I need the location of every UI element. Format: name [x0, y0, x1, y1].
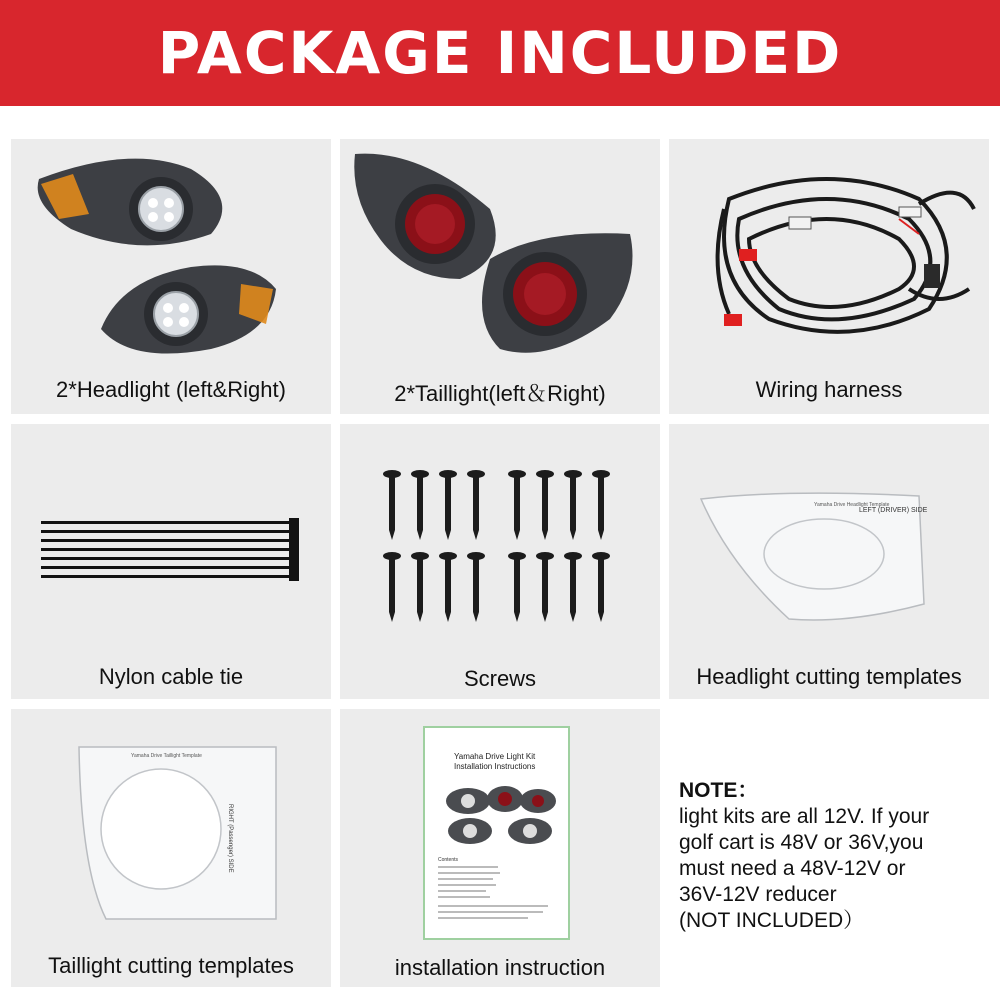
- item-caption: Headlight cutting templates: [696, 664, 962, 689]
- taillight-template-icon: [11, 709, 331, 987]
- item-installation-instruction: [340, 709, 660, 987]
- item-cable-ties: [11, 424, 331, 699]
- note-line: light kits are all 12V. If your: [679, 805, 930, 828]
- note-block: [679, 778, 989, 934]
- item-screws: [340, 424, 660, 699]
- note-line: 36V-12V reducer: [679, 883, 837, 906]
- item-headlights: [11, 139, 331, 414]
- item-caption: Nylon cable tie: [98, 664, 244, 689]
- template-side-label: RIGHT (Passenger) SIDE: [227, 804, 233, 873]
- taillight-pair-icon: [340, 139, 660, 414]
- item-caption: 2*Taillight(left＆Right): [394, 381, 606, 406]
- note-title: NOTE：: [679, 779, 759, 802]
- note-line: golf cart is 48V or 36V,you: [679, 831, 924, 854]
- template-small-text: Yamaha Drive Headlight Template: [814, 502, 890, 508]
- manual-contents-heading: Contents: [438, 857, 459, 863]
- screws-icon: [340, 424, 660, 699]
- item-taillight-templates: [11, 709, 331, 987]
- page-title: PACKAGE INCLUDED: [157, 19, 843, 87]
- instruction-manual-icon: [340, 709, 660, 987]
- template-side-label: LEFT (DRIVER) SIDE: [859, 507, 928, 514]
- item-taillights: [340, 139, 660, 414]
- item-wiring-harness: [669, 139, 989, 414]
- note-line: (NOT INCLUDED）: [679, 909, 865, 932]
- manual-title: Yamaha Drive Light Kit: [454, 752, 536, 761]
- wiring-harness-icon: [669, 139, 989, 414]
- item-caption: 2*Headlight (left&Right): [56, 377, 286, 402]
- item-caption: Wiring harness: [755, 377, 903, 402]
- item-caption: Taillight cutting templates: [48, 953, 294, 978]
- item-headlight-templates: [669, 424, 989, 699]
- note-line: must need a 48V-12V or: [679, 857, 906, 880]
- template-small-text: Yamaha Drive Taillight Template: [131, 753, 202, 759]
- headlight-template-icon: [669, 424, 989, 699]
- manual-subtitle: Installation Instructions: [454, 762, 536, 771]
- headlight-pair-icon: [11, 139, 331, 414]
- cable-ties-icon: [11, 424, 331, 699]
- header-banner: [0, 0, 1000, 106]
- item-caption: installation instruction: [394, 955, 606, 980]
- item-caption: Screws: [463, 666, 537, 691]
